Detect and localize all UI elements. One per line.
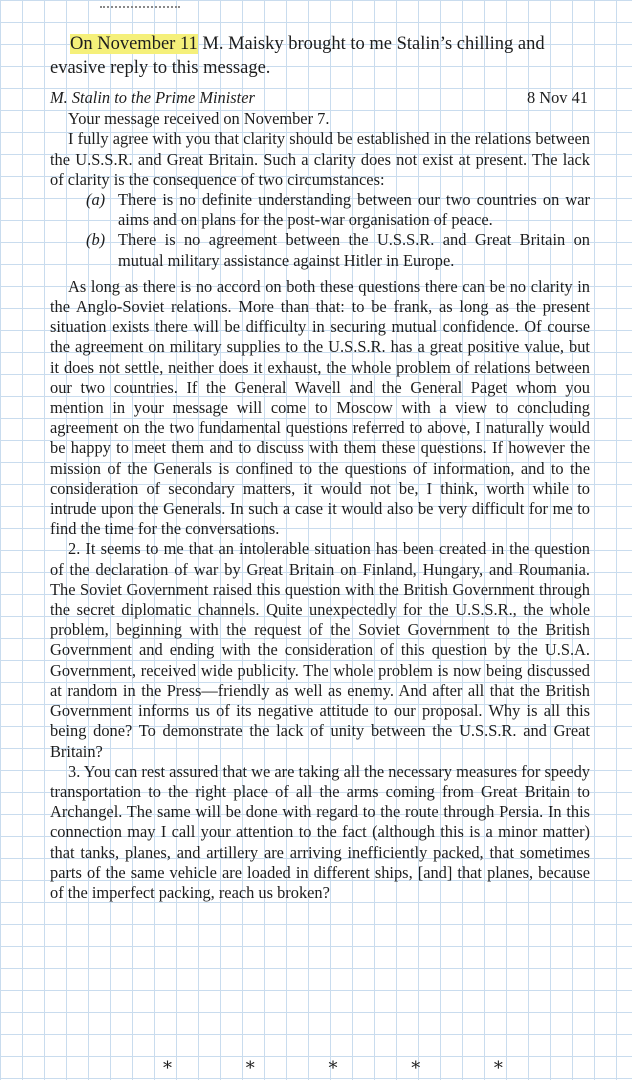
clause-text: There is no agreement between the U.S.S.R. and Great Britain on mutual military assistance against Hitler in Europe. [118,230,590,270]
message-sender: M. Stalin to the Prime Minister [50,88,255,107]
highlighted-date: On November 11 [70,34,198,54]
message-date: 8 Nov 41 [526,88,588,107]
section-separator: * * * * * [163,1058,537,1079]
received-line: Your message received on November 7. [68,109,330,129]
message-body [50,88,590,903]
paragraph-4: 3. You can rest assured that we are taking all the necessary measures for speedy transportation to the right place of all the arms coming from Great Britain to Archangel. The same will be done with regard to the route through Persia. In this connection may I call your attention to the fact (although this is a minor matter) that tanks, planes, and artillery are arriving inefficiently packed, that sometimes parts of the same vehicle are loaded in different ships, [and] that planes, because of the imperfect packing, reach us broken? [50,761,590,902]
paragraph-1: I fully agree with you that clarity should be established in the relations between the U.S.S.R. and Great Britain. Such a clarity does not exist at present. The lack of clarity is the consequence of two circumstances: [50,129,590,189]
clause-label: (b) [86,230,106,250]
clause-b [86,230,590,270]
intro-text: M. Maisky brought to me Stalin’s chilling and evasive reply to this message. [50,34,545,78]
clause-label: (a) [86,190,106,210]
clause-text: There is no definite understanding between our two countries on war aims and on plans for the post-war organisation of peace. [118,190,590,230]
paragraph-2: As long as there is no accord on both these questions there can be no clarity in the Anglo-Soviet relations. More than that: to be frank, as long as the present situation exists there will be difficulty in securing mutual confidence. Of course the agreement on military supplies to the U.S.S.R. has a great positive value, but it does not settle, neither does it exhaust, the whole problem of relations between our two countries. If the General Wavell and the General Paget whom you mention in your message will come to Moscow with a view to concluding agreement on the two fundamental questions referred to above, I naturally would be happy to meet them and to discuss with them these questions. If however the mission of the Generals is confined to the questions of information, and to the consideration of secondary matters, it would not be, I think, worth while to intrude upon the Generals. In such a case it would also be very difficult for me to find the time for the conversations. [50,276,590,539]
top-edge-mark [100,0,180,8]
intro-paragraph [50,32,590,80]
paragraph-3: 2. It seems to me that an intolerable situation has been created in the question of the declaration of war by Great Britain on Finland, Hungary, and Roumania. The Soviet Government raised this question with the British Government through the secret diplomatic channels. Quite unexpectedly for the U.S.S.R., the whole problem, beginning with the request of the Soviet Government to the British Government and ending with the consideration of this question by the U.S.A. Government, received wide publicity. The whole problem is now being discussed at random in the Press—friendly as well as enemy. And after all that the British Government informs us of its negative attitude to our proposal. Why is all this being done? To demonstrate the lack of unity between the U.S.S.R. and Great Britain? [50,539,590,761]
message-header [50,88,590,108]
clause-a [86,190,590,230]
